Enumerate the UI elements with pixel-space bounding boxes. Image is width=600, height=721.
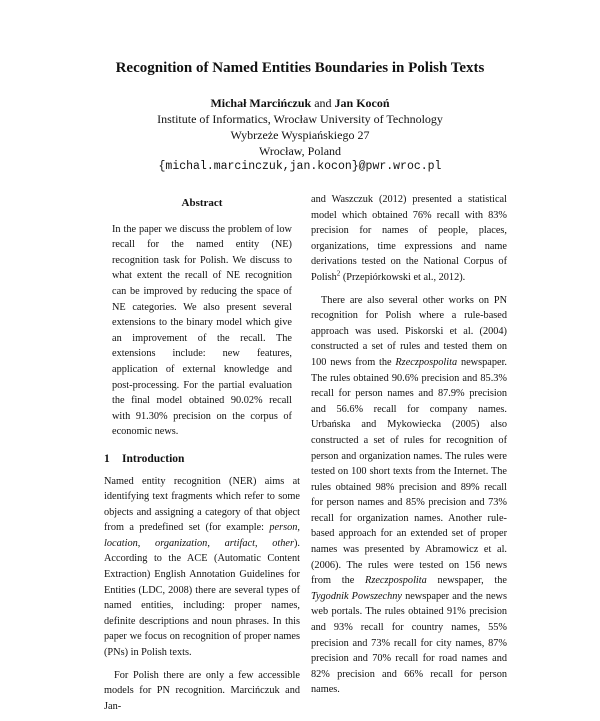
paper-title: Recognition of Named Entities Boundaries in Polish Texts [115,60,485,76]
right-column [311,192,507,705]
text-run: newspaper. The rules obtained 90.6% precision and 85.3% recall for person names and 87.9% precision and 56.6% recall for company names. Urbańska and Mykowiecka (2005) also constructed a set of rules for recognition of person and organization names. The rules were tested on 100 short texts from the Internet. The rules obtained 98% precision and 89% recall for person names and 85% precision and 73% recall for organization names. Another rule-based approach for an extended set of proper names was presented by Abramowicz et al. (2006). The rules were tested on 156 news from the [311,356,508,587]
italic-term: Rzeczpospolita [365,575,427,587]
section-heading-introduction [104,452,300,468]
author-1: Michał Marcińczuk [210,96,312,110]
street-address: Wybrzeże Wyspiańskiego 27 [230,128,370,142]
author-names [0,95,600,111]
text-run: and Waszczuk (2012) presented a statistical model which obtained 76% recall with 83% precision for names of people, places, organizations, time expressions and name derivations tested on the National Corpus of Polish [311,194,507,283]
left-column [104,196,300,721]
intro-paragraph-1 [104,474,300,661]
author-and: and [314,96,332,110]
text-run: , [297,522,300,534]
affiliation: Institute of Informatics, Wrocław University of Technology [157,112,443,126]
footnote-marker: 2 [336,269,341,278]
text-run: There are also several other works on PN recognition for Polish where a rule-based approach was used. Piskorski et al. (2004) constructed a set of rules and tested them on 100 news from the [311,294,507,368]
italic-term: other [272,537,294,549]
right-paragraph-2 [311,293,507,698]
text-run: Named entity recognition (NER) aims at identifying text fragments which refer to some objects and assigning a category of that object from a predefined set (for example: [104,475,300,534]
text-run: newspaper, the [426,575,508,587]
italic-term: Rzeczpospolita [395,356,458,368]
text-run: (Przepiórkowski et al., 2012). [340,271,466,283]
text-run: , [254,537,273,549]
text-run: newspaper and the news web portals. The rules obtained 91% precision and 93% recall for country names, 55% precision and 73% recall for city names, 87% precision and 70% recall for road names and 82% precision and 66% recall for person names. [311,590,507,696]
text-run: , [137,537,156,549]
italic-term: location [104,537,138,549]
author-email: {michal.marcinczuk,jan.kocon}@pwr.wroc.pl [158,160,442,173]
abstract-body [104,222,300,440]
italic-term: organization [155,537,208,549]
italic-term: artifact [224,537,255,549]
section-title: Introduction [122,452,185,465]
author-block [0,95,600,175]
right-paragraph-1 [311,192,507,286]
section-number: 1 [104,452,110,465]
intro-paragraph-2: For Polish there are only a few accessible models for PN recognition. Marcińczuk and Jan- [104,669,300,712]
italic-term: person [269,522,298,534]
abstract-heading: Abstract [181,197,223,209]
italic-term: Tygodnik Powszechny [311,590,402,602]
author-2: Jan Kocoń [334,96,390,110]
abstract-text: In the paper we discuss the problem of low recall for the named entity (NE) recognition task for Polish. We discuss to what extent the recall of NE recognition can be improved by reducing the space of NE categories. We also present several extensions to the binary model which give an improvement of the recall. The extensions include: new features, application of external knowledge and post-processing. For the partial evaluation the final model obtained 90.02% recall with 91.30% precision on the corpus of economic news. [112,223,292,438]
text-run: ). According to the ACE (Automatic Content Extraction) English Annotation Guidelines for Entities (LDC, 2008) there are several types of named entities, including: proper names, definite descriptions and noun phrases. In this paper we focus on recognition of proper names (PNs) in Polish texts. [104,537,300,659]
text-run: , [207,537,225,549]
city-address: Wrocław, Poland [258,144,342,158]
